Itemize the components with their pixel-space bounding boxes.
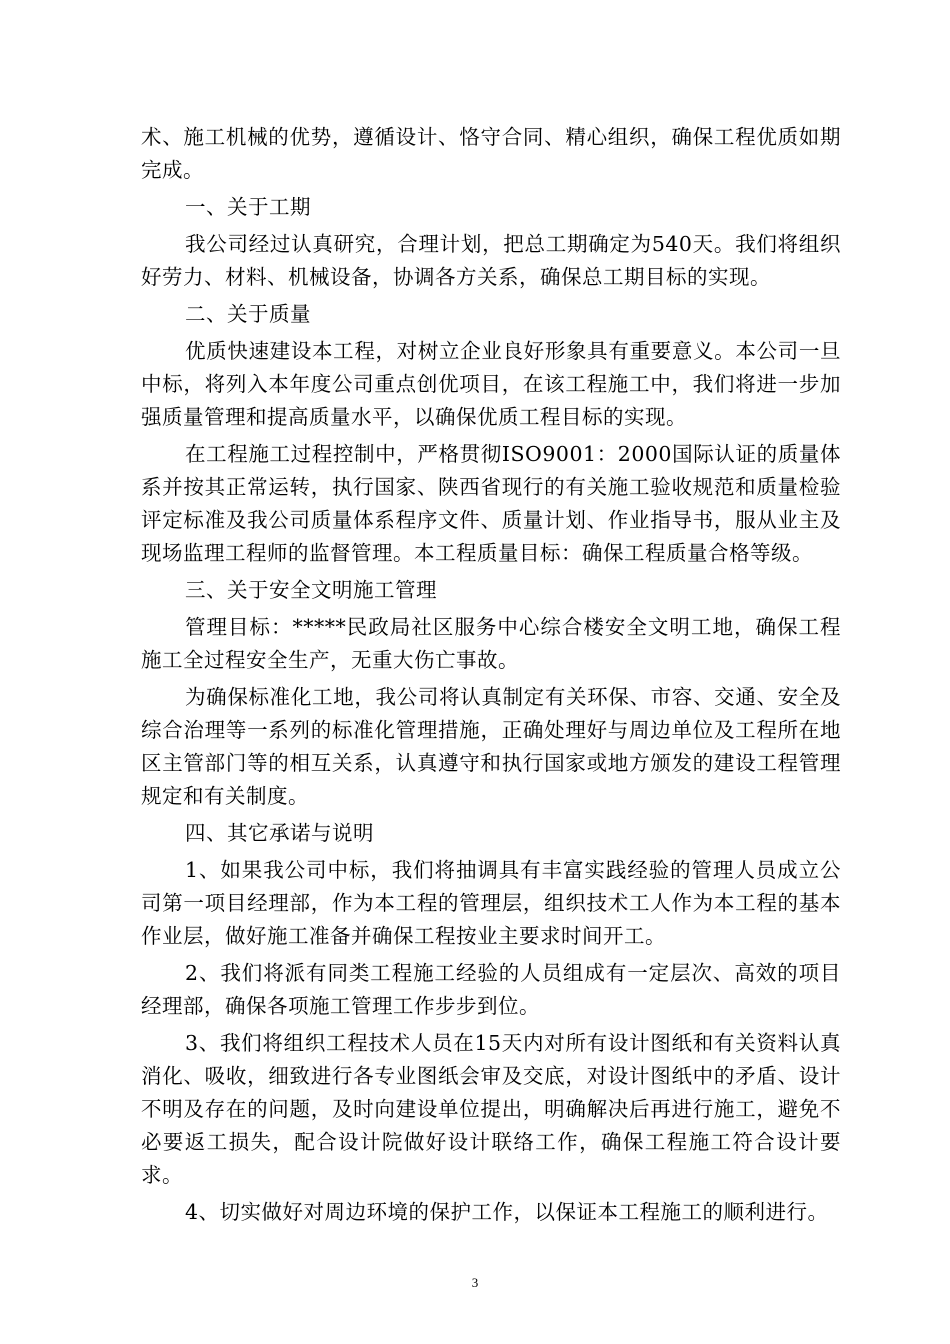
paragraph-safety-1: 管理目标：*****民政局社区服务中心综合楼安全文明工地，确保工程施工全过程安全生产，无重大伤亡事故。 xyxy=(141,615,841,672)
heading-quality: 二、关于质量 xyxy=(185,302,311,326)
paragraph-commitment-3: 3、我们将组织工程技术人员在15天内对所有设计图纸和有关资料认真消化、吸收，细致进行各专业图纸会审及交底，对设计图纸中的矛盾、设计不明及存在的问题，及时向建设单位提出，明确解决后再进行施工，避免不必要返工损失，配合设计院做好设计联络工作，确保工程施工符合设计要求。 xyxy=(141,1031,841,1187)
paragraph-commitment-4: 4、切实做好对周边环境的保护工作，以保证本工程施工的顺利进行。 xyxy=(185,1200,829,1224)
paragraph-safety-2: 为确保标准化工地，我公司将认真制定有关环保、市容、交通、安全及综合治理等一系列的标准化管理措施，正确处理好与周边单位及工程所在地区主管部门等的相互关系，认真遵守和执行国家或地方颁发的建设工程管理规定和有关制度。 xyxy=(141,685,841,808)
paragraph-quality-1: 优质快速建设本工程，对树立企业良好形象具有重要意义。本公司一旦中标，将列入本年度公司重点创优项目，在该工程施工中，我们将进一步加强质量管理和提高质量水平，以确保优质工程目标的实现。 xyxy=(141,339,841,429)
heading-schedule: 一、关于工期 xyxy=(185,195,311,219)
paragraph-schedule: 我公司经过认真研究，合理计划，把总工期确定为540天。我们将组织好劳力、材料、机械设备，协调各方关系，确保总工期目标的实现。 xyxy=(141,232,841,289)
heading-safety: 三、关于安全文明施工管理 xyxy=(185,578,437,602)
paragraph-continuation: 术、施工机械的优势，遵循设计、恪守合同、精心组织，确保工程优质如期完成。 xyxy=(141,125,841,182)
document-body xyxy=(141,121,841,1229)
paragraph-quality-2: 在工程施工过程控制中，严格贯彻ISO9001：2000国际认证的质量体系并按其正常运转，执行国家、陕西省现行的有关施工验收规范和质量检验评定标准及我公司质量体系程序文件、质量计划、作业指导书，服从业主及现场监理工程师的监督管理。本工程质量目标：确保工程质量合格等级。 xyxy=(141,442,841,565)
heading-other-commitments: 四、其它承诺与说明 xyxy=(185,821,374,845)
paragraph-commitment-1: 1、如果我公司中标，我们将抽调具有丰富实践经验的管理人员成立公司第一项目经理部，作为本工程的管理层，组织技术工人作为本工程的基本作业层，做好施工准备并确保工程按业主要求时间开工。 xyxy=(141,858,841,948)
paragraph-commitment-2: 2、我们将派有同类工程施工经验的人员组成有一定层次、高效的项目经理部，确保各项施工管理工作步步到位。 xyxy=(141,961,841,1018)
page-number: 3 xyxy=(471,1275,479,1290)
